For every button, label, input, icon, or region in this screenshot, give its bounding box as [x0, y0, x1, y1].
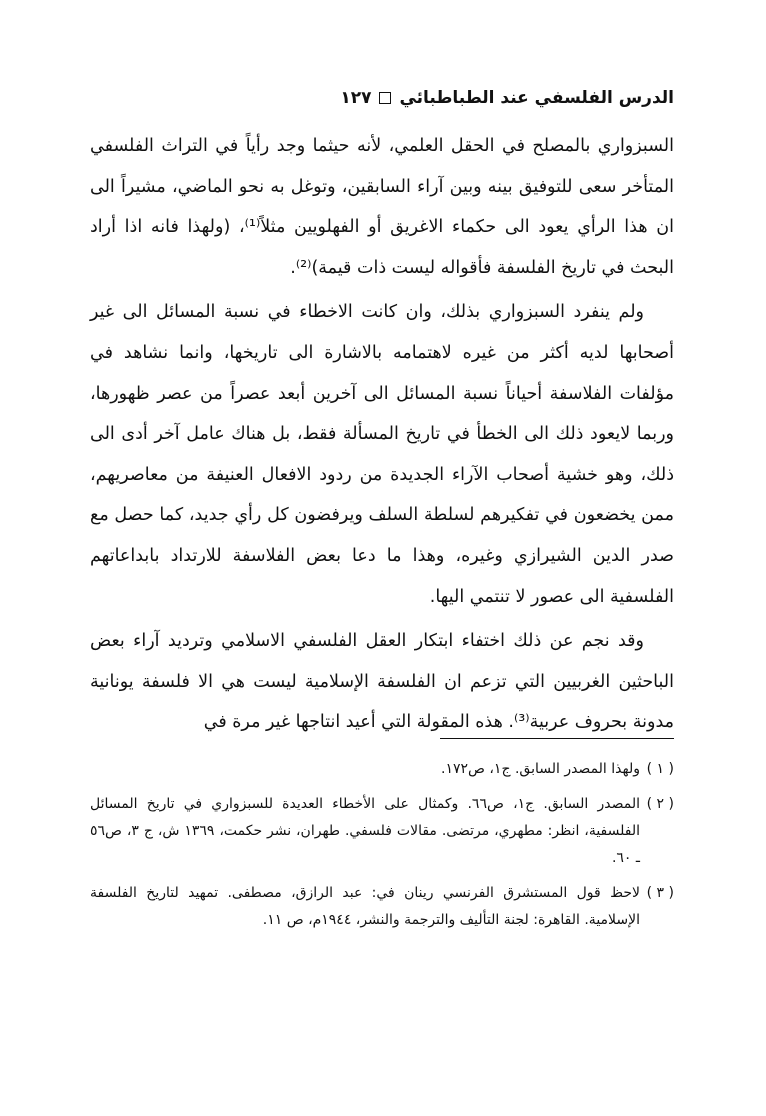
page-number: ١٢٧	[340, 88, 372, 108]
footnote-1	[90, 756, 674, 783]
header-title: الدرس الفلسفي عند الطباطبائي	[399, 88, 674, 108]
footnote-text: ولهذا المصدر السابق. ج١، ص١٧٢.	[441, 761, 640, 777]
footnotes	[90, 756, 674, 942]
running-header	[90, 78, 674, 118]
footnote-text: المصدر السابق. ج١، ص٦٦. وكمثال على الأخطاء العديدة للسبزواري في تاريخ المسائل الفلسفية، انظر: مطهري، مرتضى. مقالات فلسفي. طهران، نشر حكمت، ١٣٦٩ ش، ج ٣، ص٥٦ ـ ٦٠.	[90, 796, 641, 866]
footnote-number: ( ١ )	[646, 761, 674, 777]
header-square-ornament	[379, 92, 391, 104]
footnote-number: ( ٢ )	[646, 796, 674, 812]
footnote-3	[90, 880, 674, 934]
paragraph-1: السبزواري بالمصلح في الحقل العلمي، لأنه حيثما وجد رأياً في التراث الفلسفي المتأخر سعى للتوفيق بينه وبين آراء السابقين، وتوغل به نحو الماضي، مشيراً الى ان هذا الرأي يعود الى حكماء الاغريق أو الفهلويين مثلاً⁽¹⁾، (ولهذا فانه اذا أراد البحث في تاريخ الفلسفة فأقواله ليست ذات قيمة)⁽²⁾.	[90, 136, 674, 278]
footnote-number: ( ٣ )	[646, 885, 674, 901]
paragraph-2: ولم ينفرد السبزواري بذلك، وان كانت الاخطاء في نسبة المسائل الى غير أصحابها لديه أكثر من غيره لاهتمامه بالاشارة الى تاريخها، وانما نشاهد في مؤلفات الفلاسفة أحياناً نسبة المسائل الى آخرين أبعد عصراً من عصر ظهورها، وربما لايعود ذلك الى الخطأ في تاريخ المسألة فقط، بل هناك عامل آخر أدى الى ذلك، وهو خشية أصحاب الآراء الجديدة من ردود الافعال العنيفة من معاصريهم، ممن يخضعون في تفكيرهم لسلطة السلف ويرفضون كل رأي جديد، كما حصل مع صدر الدين الشيرازي وغيره، وهذا ما دعا بعض الفلاسفة للارتداد بابداعاتهم الفلسفية الى عصور لا تنتمي اليها.	[90, 302, 674, 607]
paragraph-3: وقد نجم عن ذلك اختفاء ابتكار العقل الفلسفي الاسلامي وترديد آراء بعض الباحثين الغربيين التي تزعم ان الفلسفة الإسلامية ليست هي الا فلسفة يونانية مدونة بحروف عربية⁽³⁾. هذه المقولة التي أعيد انتاجها غير مرة في	[90, 631, 674, 733]
main-text	[90, 126, 674, 743]
footnote-text: لاحظ قول المستشرق الفرنسي رينان في: عبد الرازق، مصطفى. تمهيد لتاريخ الفلسفة الإسلامية. القاهرة: لجنة التأليف والترجمة والنشر، ١٩٤٤م، ص ١١.	[90, 885, 640, 928]
footnote-separator	[440, 738, 674, 739]
footnote-2	[90, 791, 674, 872]
